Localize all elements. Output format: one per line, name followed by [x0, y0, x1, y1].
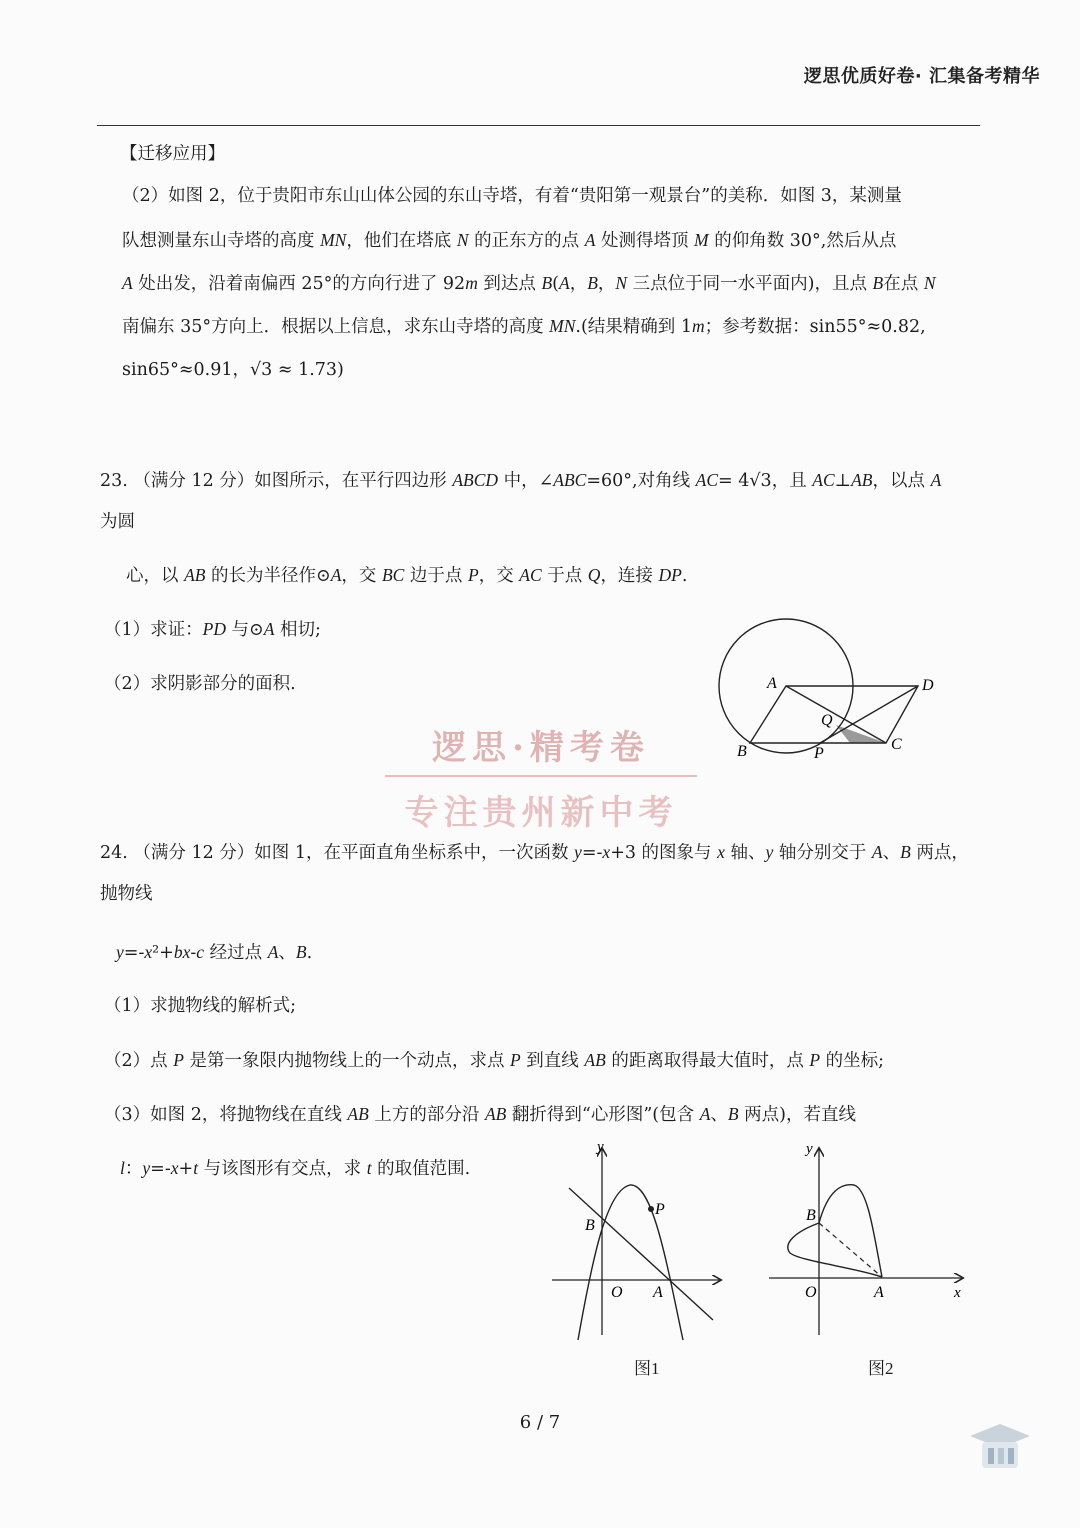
q23-line-1: 23. （满分 12 分）如图所示，在平行四边形 ABCD 中，∠ABC=60°,对角线 AC= 4√3，且 AC⊥AB，以点 A	[100, 470, 942, 491]
q23-line-2: 为圆	[100, 512, 135, 532]
q24-part-3-cont: l：y=-x+t 与该图形有交点，求 t 的取值范围.	[120, 1158, 471, 1179]
point-label-q: Q	[821, 712, 833, 729]
parabola-curve	[578, 1185, 683, 1340]
q23-part-2: （2）求阴影部分的面积.	[104, 674, 296, 694]
q22-line-2: 队想测量东山寺塔的高度 MN，他们在塔底 N 的正东方的点 A 处测得塔顶 M 的仰角数 30°,然后从点	[122, 230, 897, 251]
q24-part-1: （1）求抛物线的解析式;	[104, 996, 297, 1016]
fig1-b-label: B	[585, 1217, 595, 1234]
q24-line-1: 24. （满分 12 分）如图 1，在平面直角坐标系中，一次函数 y=-x+3 的图象与 x 轴、y 轴分别交于 A、B 两点，	[100, 842, 969, 863]
q24-figure-1	[545, 1135, 735, 1345]
q22-line-5: sin65°≈0.91，√3 ≈ 1.73)	[122, 360, 344, 380]
section-title: 【迁移应用】	[120, 144, 225, 164]
point-label-p: P	[814, 745, 824, 762]
q24-line-3: y=-x²+bx-c 经过点 A、B.	[116, 942, 313, 963]
q23-line-3: 心，以 AB 的长为半径作⊙A，交 BC 边于点 P，交 AC 于点 Q，连接 DP.	[126, 565, 688, 586]
point-label-b: B	[737, 743, 747, 760]
point-label-c: C	[891, 736, 902, 753]
fig2-o-label: O	[805, 1284, 817, 1301]
watermark-line-2: 专注贵州新中考	[404, 793, 678, 833]
graduation-cap-logo-icon	[968, 1420, 1032, 1472]
point-label-d: D	[922, 677, 934, 694]
watermark	[385, 720, 697, 834]
fig2-x-label: x	[954, 1285, 961, 1301]
q22-line-3: A 处出发，沿着南偏西 25°的方向行进了 92m 到达点 B(A，B，N 三点位于同一水平面内)，且点 B在点 N	[122, 273, 936, 294]
fig2-y-label: y	[806, 1141, 813, 1157]
point-p-dot	[648, 1206, 654, 1212]
header-divider	[97, 125, 980, 126]
page-number: 6 / 7	[519, 1412, 561, 1433]
fig1-o-label: O	[611, 1284, 623, 1301]
q22-line-1: （2）如图 2，位于贵阳市东山山体公园的东山寺塔，有着“贵阳第一观景台”的美称．如图 3，某测量	[122, 186, 902, 206]
fig2-b-label: B	[806, 1207, 816, 1224]
q22-line-4: 南偏东 35°方向上．根据以上信息，求东山寺塔的高度 MN.(结果精确到 1m；参考数据：sin55°≈0.82,	[122, 316, 926, 337]
shaded-region	[836, 725, 886, 743]
fig1-a-label: A	[653, 1284, 663, 1301]
heart-folded-curve	[788, 1223, 882, 1277]
watermark-divider	[385, 775, 697, 777]
fig1-y-label: y	[597, 1139, 604, 1155]
fig1-caption: 图1	[634, 1359, 660, 1378]
fig2-caption: 图2	[868, 1359, 894, 1378]
fig2-a-label: A	[874, 1284, 884, 1301]
line-ab	[569, 1188, 713, 1320]
header-title: 逻思优质好卷· 汇集备考精华	[803, 66, 1040, 87]
q23-figure	[700, 610, 950, 770]
q24-part-3: （3）如图 2，将抛物线在直线 AB 上方的部分沿 AB 翻折得到“心形图”(包含 A、B 两点)，若直线	[104, 1104, 856, 1125]
q23-part-1: （1）求证：PD 与⊙A 相切;	[104, 619, 321, 640]
watermark-line-1: 逻思·精考卷	[432, 728, 650, 768]
fig1-p-label: P	[655, 1201, 665, 1218]
q24-line-2: 抛物线	[100, 884, 153, 904]
point-label-a: A	[767, 675, 777, 692]
q24-part-2: （2）点 P 是第一象限内抛物线上的一个动点，求点 P 到直线 AB 的距离取得最大值时，点 P 的坐标;	[104, 1050, 885, 1071]
q24-figure-2	[762, 1135, 972, 1345]
